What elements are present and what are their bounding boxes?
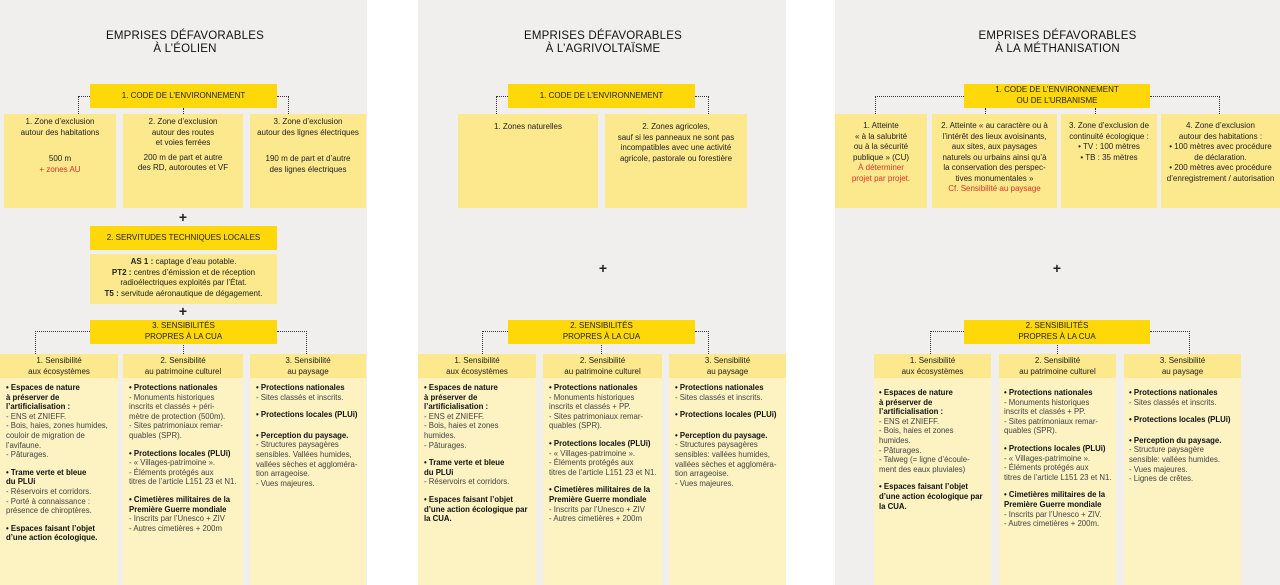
panel-methanisation bbox=[835, 0, 1280, 585]
list-paysage bbox=[1129, 388, 1241, 492]
list-patrimoine bbox=[1004, 388, 1116, 537]
sensibilites-header: 3. SENSIBILITÉS PROPRES À LA CUA bbox=[90, 320, 277, 344]
list-item: • Protections nationales - Sites classés et inscrits. bbox=[1129, 388, 1218, 407]
list-patrimoine bbox=[549, 383, 662, 532]
list-item: • Protections locales (PLUi) - « Villages-patrimoine ». - Éléments protégés aux titres de l’article L151 23 et N1. bbox=[129, 448, 237, 487]
list-item: • Cimetières militaires de la Première Guerre mondiale - Inscrits par l’Unesco + ZIV - Autres cimetières + 200m bbox=[549, 485, 651, 524]
list-item: • Protections nationales - Monuments historiques inscrits et classés + PP. - Sites patrimoniaux remar- quables (SPR). bbox=[549, 383, 644, 431]
list-item: • Perception du paysage. - Structures paysagères sensibles: vallées humides, vallées sèches et aggloméra- tion arrageoise. - Vues majeures. bbox=[675, 430, 777, 488]
list-item: • Protections locales (PLUi) bbox=[256, 410, 358, 420]
connector bbox=[1150, 331, 1190, 354]
servitudes-box: AS 1 : captage d’eau potable. PT2 : centres d’émission et de réception radioélectriques exploités par l’État. T5 : servitude aéronautique de dégagement. bbox=[90, 254, 277, 304]
list-item: • Protections nationales - Sites classés et inscrits. bbox=[675, 383, 764, 402]
sens-col-header: 1. Sensibilité aux écosystèmes bbox=[418, 354, 536, 378]
list-paysage bbox=[256, 383, 366, 496]
panel-title: EMPRISES DÉFAVORABLES À L’ÉOLIEN bbox=[105, 30, 264, 55]
list-ecosystemes bbox=[424, 383, 534, 532]
plus-sign: + bbox=[1052, 260, 1062, 276]
sens-col-header: 2. Sensibilité au patrimoine culturel bbox=[543, 354, 662, 378]
list-item: • Cimetières militaires de la Première Guerre mondiale - Inscrits par l’Unesco + ZIV. - Autres cimetières + 200m. bbox=[1004, 490, 1106, 529]
list-item: • Protections locales (PLUi) bbox=[1129, 415, 1231, 425]
zone-box: 2. Zone d’exclusion autour des routes et voies ferrées 200 m de part et autre des RD, autoroutes et VF bbox=[123, 114, 243, 208]
connector bbox=[875, 96, 964, 114]
panel-title: EMPRISES DÉFAVORABLES À L’AGRIVOLTAÏSME bbox=[523, 30, 682, 55]
code-environnement-header: 1. CODE DE L’ENVIRONNEMENT bbox=[90, 84, 277, 108]
list-ecosystemes bbox=[879, 388, 989, 519]
servitudes-header: 2. SERVITUDES TECHNIQUES LOCALES bbox=[90, 226, 277, 250]
connector bbox=[1150, 96, 1220, 114]
zone-box: 2. Atteinte « au caractère ou à l’intérêt des lieux avoisinants, aux sites, aux paysages naturels ou urbains ainsi qu’à la conservation des perspec- tives monumentales » Cf. Sensibilité au paysage bbox=[932, 114, 1057, 208]
sens-col-header: 1. Sensibilité aux écosystèmes bbox=[874, 354, 991, 378]
list-item: • Trame verte et bleue du PLUi - Réservoirs et corridors. bbox=[424, 458, 510, 487]
connector bbox=[277, 331, 307, 354]
list-item: • Trame verte et bleue du PLUi - Réservoirs et corridors. - Porté à connaissance : présence de chiroptères. bbox=[6, 467, 92, 516]
list-item: • Protections locales (PLUi) - « Villages-patrimoine ». - Éléments protégés aux titres de l’article L151 23 et N1. bbox=[1004, 443, 1112, 482]
zone-box: 1. Zones naturelles bbox=[458, 114, 598, 208]
sens-col-header: 3. Sensibilité au paysage bbox=[669, 354, 786, 378]
connector bbox=[496, 96, 508, 114]
list-item: • Espaces faisant l’objet d’une action écologique par la CUA. bbox=[424, 494, 528, 524]
connector bbox=[482, 331, 508, 354]
code-environnement-header: 1. CODE DE L’ENVIRONNEMENT bbox=[508, 84, 695, 108]
sensibilites-header: 2. SENSIBILITÉS PROPRES À LA CUA bbox=[508, 320, 695, 344]
list-item: • Perception du paysage. - Structures paysagères sensibles. Vallées humides, vallées sèches et aggloméra- tion arrageoise. - Vues majeures. bbox=[256, 430, 358, 488]
sens-col-header: 1. Sensibilité aux écosystèmes bbox=[0, 354, 118, 378]
plus-sign: + bbox=[598, 260, 608, 276]
zone-box: 4. Zone d’exclusion autour des habitations : • 100 mètres avec procédure de déclaration. • 200 mètres avec procédure d’enregistrement / autorisation bbox=[1161, 114, 1280, 208]
list-item: • Cimetières militaires de la Première Guerre mondiale - Inscrits par l’Unesco + ZIV - Autres cimetières + 200m bbox=[129, 494, 231, 533]
list-paysage bbox=[675, 383, 785, 496]
list-item: • Espaces faisant l’objet d’une action écologique. bbox=[6, 523, 98, 543]
connector bbox=[601, 343, 602, 354]
list-item: • Perception du paysage. - Structure paysagère sensible: vallées humides. - Vues majeures. - Lignes de crêtes. bbox=[1129, 435, 1222, 484]
list-item: • Protections nationales - Monuments historiques inscrits et classés + péri- mètre de protection (500m). - Sites patrimoniaux remar- quables (SPR). bbox=[129, 383, 226, 440]
list-item: • Espaces de nature à préserver de l’artificialisation : - ENS et ZNIEFF. - Bois, haies et zones humides. - Pâturages. bbox=[424, 383, 499, 450]
list-item: • Protections locales (PLUi) - « Villages-patrimoine ». - Éléments protégés aux titres de l’article L151 23 et N1. bbox=[549, 438, 657, 477]
zone-box: 3. Zone d’exclusion de continuité écologique : • TV : 100 mètres • TB : 35 mètres bbox=[1061, 114, 1157, 208]
list-item: • Espaces faisant l’objet d’une action écologique par la CUA. bbox=[879, 482, 983, 511]
list-item: • Protections locales (PLUi) bbox=[675, 410, 777, 420]
connector bbox=[930, 331, 964, 354]
plus-sign: + bbox=[178, 209, 188, 225]
panel-eolien bbox=[0, 0, 367, 585]
connector bbox=[183, 343, 184, 354]
sensibilites-header: 2. SENSIBILITÉS PROPRES À LA CUA bbox=[964, 320, 1150, 344]
list-item: • Espaces de nature à préserver de l’artificialisation : - ENS et ZNIEFF. - Bois, haies et zones humides. - Pâturages. - Talweg (= ligne d’écoule- ment des eaux pluviales) bbox=[879, 388, 970, 474]
zone-box: 1. Atteinte « à la salubrité ou à la sécurité publique » (CU) À déterminer projet par projet. bbox=[835, 114, 927, 208]
connector bbox=[78, 96, 90, 114]
panel-title: EMPRISES DÉFAVORABLES À LA MÉTHANISATION bbox=[978, 30, 1137, 55]
list-patrimoine bbox=[129, 383, 243, 541]
sens-col-header: 2. Sensibilité au patrimoine culturel bbox=[999, 354, 1116, 378]
zone-box: 2. Zones agricoles, sauf si les panneaux ne sont pas incompatibles avec une activité agricole, pastorale ou forestière bbox=[605, 114, 747, 208]
connector bbox=[695, 96, 709, 114]
list-item: • Espaces de nature à préserver de l’artificialisation : - ENS et ZNIEFF. - Bois, haies, zones humides, couloir de migration de l’avifaune. - Pâturages. bbox=[6, 383, 108, 460]
list-item: • Protections nationales - Sites classés et inscrits. bbox=[256, 383, 345, 402]
sens-col-header: 2. Sensibilité au patrimoine culturel bbox=[123, 354, 243, 378]
zone-box: 1. Zone d’exclusion autour des habitations 500 m + zones AU bbox=[4, 114, 116, 208]
connector bbox=[277, 96, 289, 114]
connector bbox=[35, 331, 90, 354]
connector bbox=[1057, 343, 1058, 354]
zone-box: 3. Zone d’exclusion autour des lignes électriques 190 m de part et d’autre des lignes électriques bbox=[250, 114, 366, 208]
list-item: • Protections nationales - Monuments historiques inscrits et classés + PP. - Sites patrimoniaux remar- quables (SPR). bbox=[1004, 388, 1099, 436]
panel-agrivoltaisme bbox=[418, 0, 786, 585]
plus-sign: + bbox=[178, 303, 188, 319]
connector bbox=[695, 331, 709, 354]
code-environnement-header: 1. CODE DE L’ENVIRONNEMENT OU DE L’URBANISME bbox=[964, 84, 1150, 108]
list-ecosystemes bbox=[6, 383, 116, 551]
sens-col-header: 3. Sensibilité au paysage bbox=[250, 354, 366, 378]
sens-col-header: 3. Sensibilité au paysage bbox=[1124, 354, 1241, 378]
